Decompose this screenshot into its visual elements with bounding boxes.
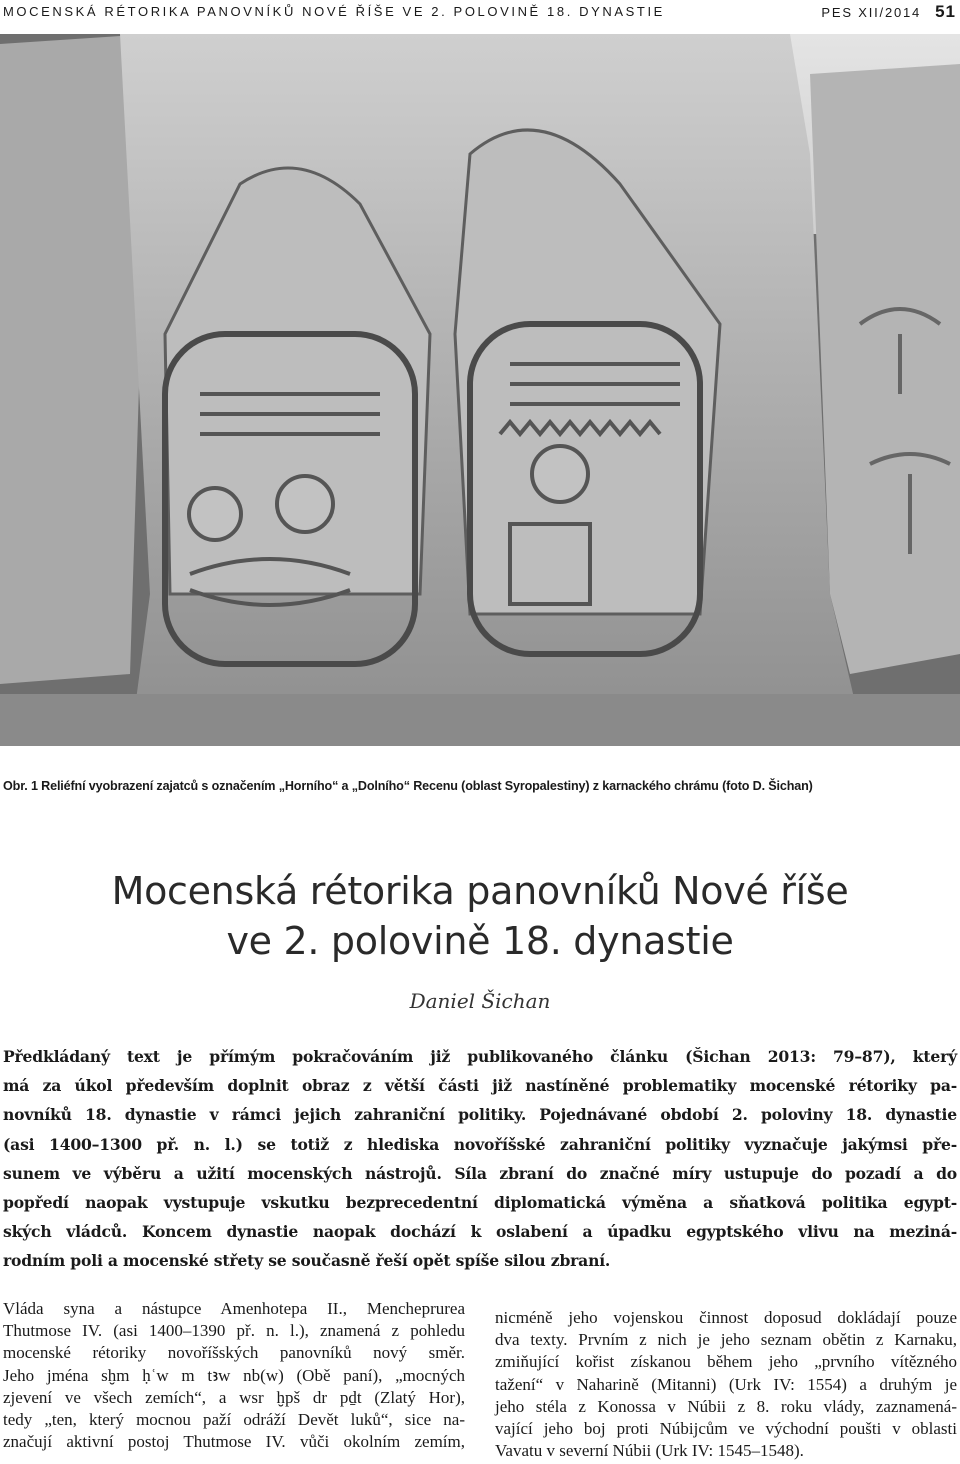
figure-caption: Obr. 1 Reliéfní vyobrazení zajatců s označením „Horního“ a „Dolního“ Recenu (oblast Syropalestiny) z karnackého chrámu (foto D. Šichan) (3, 779, 813, 793)
body-line: Thutmose IV. (asi 1400–1390 př. n. l.), znamená z pohledu (3, 1321, 465, 1341)
body-line: zjevení ve všech zemích“, a wsr ḫpš dr pḏt (Zlatý Hor), (3, 1387, 465, 1407)
abstract (3, 1042, 957, 1276)
abstract-line: ských vládců. Koncem dynastie naopak dochází k oslabení a úpadku egyptského vlivu na meziná- (3, 1222, 957, 1242)
relief-photo (0, 34, 960, 746)
abstract-line: má za úkol především doplnit obraz z větší části již nastíněné problematiky mocenské rétoriky pa- (3, 1076, 957, 1096)
abstract-line: (asi 1400–1300 př. n. l.) se totiž z hlediska novoříšské zahraniční politiky vyznačuje jakýmsi pře- (3, 1134, 957, 1154)
body-line: mocenské rétoriky novoříšských panovníků nový směr. (3, 1343, 465, 1363)
body-line: jeho stéla z Konossa v Núbii z 8. roku vlády, zaznamená- (495, 1396, 957, 1416)
relief-photo-image (0, 34, 960, 746)
body-line: vající jeho boj proti Núbijcům ve východní poušti v oblasti (495, 1419, 957, 1439)
article-title-line-2: ve 2. polovině 18. dynastie (226, 919, 734, 963)
body-line: Vláda syna a nástupce Amenhotepa II., Mencheprurea (3, 1299, 465, 1318)
article-title (0, 866, 960, 966)
article-author: Daniel Šichan (409, 989, 551, 1013)
body-line: dva texty. Prvním z nich je jeho seznam obětin z Karnaku, (495, 1330, 957, 1350)
page-number: 51 (935, 2, 956, 21)
body-column-left (3, 1298, 465, 1453)
abstract-line: novníků 18. dynastie v rámci jejich zahraniční politiky. Pojednávané období 2. poloviny 18. dynastie (3, 1105, 957, 1125)
body-line: značují aktivní postoj Thutmose IV. vůči okolním zemím, (3, 1432, 465, 1452)
abstract-line: sunem ve výběru a užití mocenských nástrojů. Síla zbraní do značné míry ustupuje do pozadí a do (3, 1163, 957, 1183)
running-title: MOCENSKÁ RÉTORIKA PANOVNÍKŮ NOVÉ ŘÍŠE VE 2. POLOVINĚ 18. DYNASTIE (3, 4, 665, 19)
body-line: Vavatu v severní Núbii (Urk IV: 1545–1548). (495, 1441, 804, 1461)
body-line: Jeho jména sḫm ḥʿw m tꜣw nb(w) (Obě paní), „mocných (3, 1365, 465, 1385)
body-line: tedy „ten, který mocnou paží odráží Devět luků“, sice na- (3, 1410, 465, 1430)
article-title-line-1: Mocenská rétorika panovníků Nové říše (111, 869, 849, 913)
running-header (0, 0, 960, 26)
body-line: tažení“ v Naharině (Mitanni) (Urk IV: 1554) a druhým je (495, 1374, 957, 1394)
body-column-right (495, 1307, 957, 1462)
journal-issue: PES XII/2014 (821, 5, 922, 20)
abstract-line: popředí naopak vystupuje vskutku bezprecedentní diplomatická výměna a sňatková politika egypt- (3, 1193, 957, 1213)
journal-info (821, 2, 956, 22)
body-line: nicméně jeho vojenskou činnost doposud dokládají pouze (495, 1308, 957, 1327)
body-line: zmiňující kořist získanou během jeho „prvního vítězného (495, 1352, 957, 1372)
abstract-line: Předkládaný text je přímým pokračováním již publikovaného článku (Šichan 2013: 79–87), který (3, 1047, 957, 1066)
abstract-line: rodním poli a mocenské střety se současně řeší opět spíše silou zbraní. (3, 1251, 611, 1271)
